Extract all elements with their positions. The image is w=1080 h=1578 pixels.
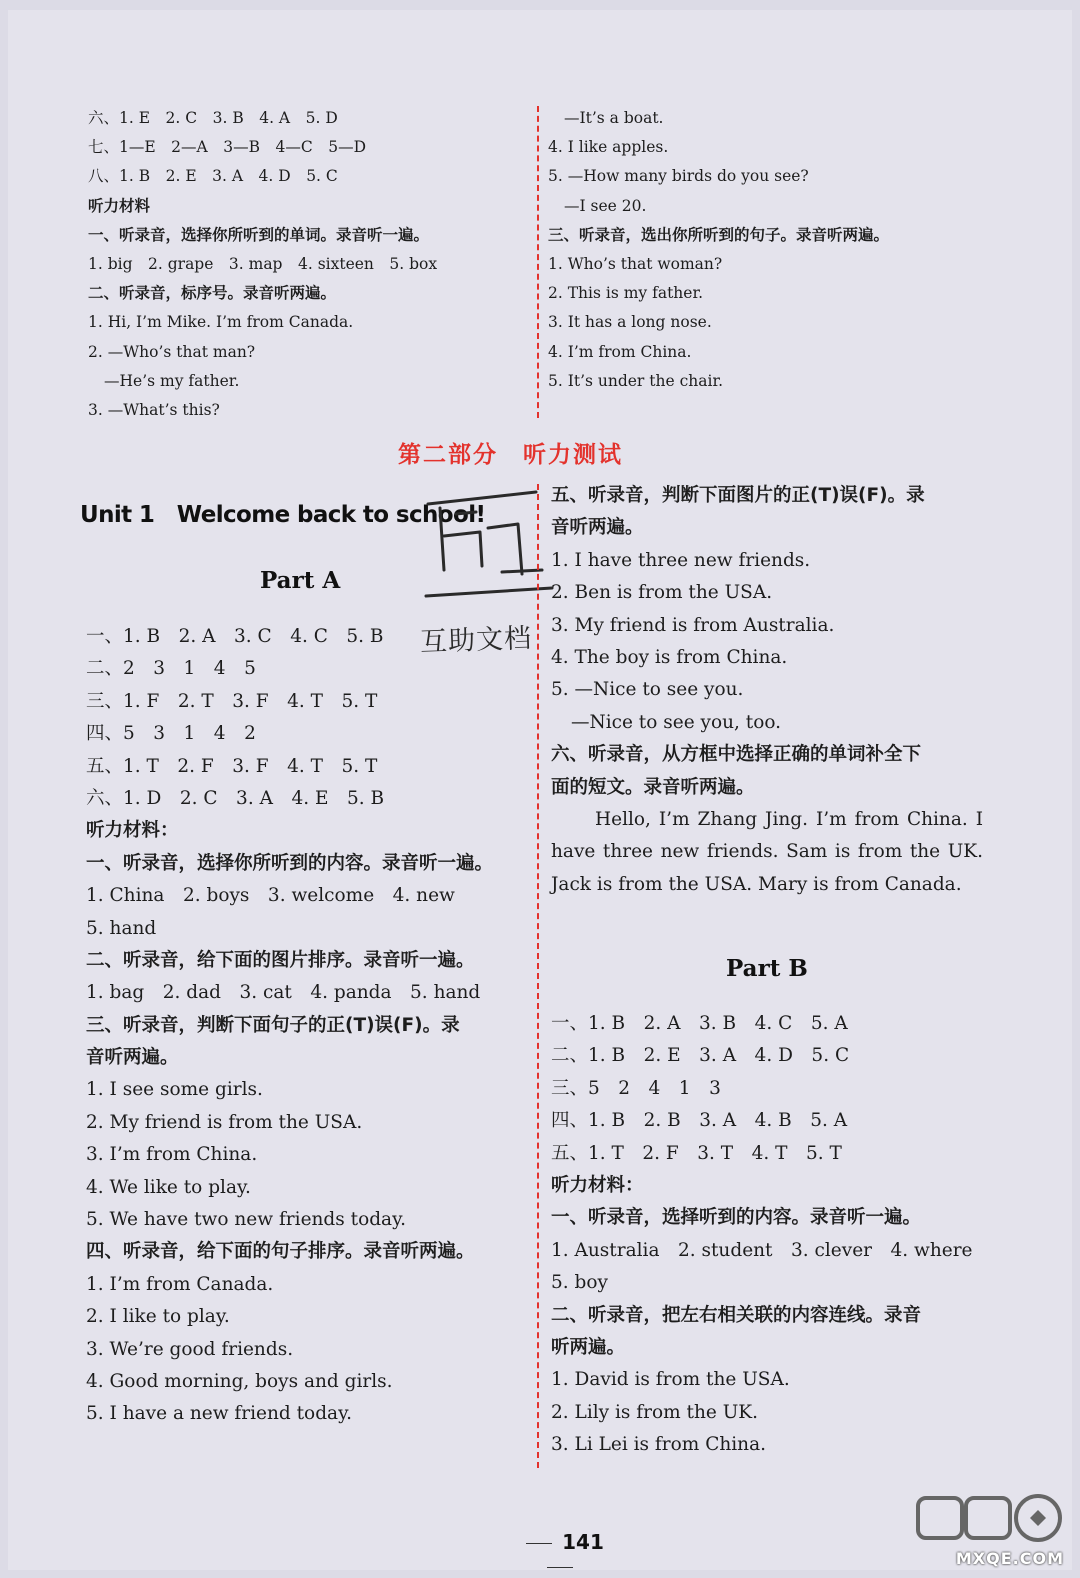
page-number (500, 1530, 620, 1578)
answer-line: —I see 20. (564, 196, 647, 215)
answer-line: 三、1. F 2. T 3. F 4. T 5. T (86, 690, 378, 712)
answer-line: 1. Who’s that woman? (548, 254, 723, 273)
watermark-text: 互助文档 (419, 623, 533, 658)
question-heading: 四、听录音，给下面的句子排序。录音听两遍。 (86, 1241, 475, 1263)
answer-line: 3. —What’s this? (88, 400, 220, 419)
answer-line: 4. Good morning, boys and girls. (86, 1370, 393, 1392)
answer-line: 四、1. B 2. B 3. A 4. B 5. A (551, 1110, 848, 1132)
answer-line: —He’s my father. (104, 371, 240, 390)
answer-line: 1. I’m from Canada. (86, 1273, 274, 1295)
right-column-part-a (551, 480, 983, 901)
corner-watermark-text: MXQE.COM (955, 1549, 1064, 1568)
question-heading: 二、听录音，给下面的图片排序。录音听一遍。 (86, 949, 475, 971)
column-divider-top (537, 106, 539, 418)
answer-line: 4. The boy is from China. (551, 646, 788, 668)
answer-line: 3. Li Lei is from China. (551, 1434, 766, 1456)
question-heading: 音听两遍。 (86, 1047, 179, 1069)
answer-line: 5. —How many birds do you see? (548, 167, 809, 186)
part-b-title: Part B (726, 955, 808, 982)
answer-line: 4. We like to play. (86, 1176, 251, 1198)
column-divider-bottom (537, 484, 539, 1468)
answer-line: 5. I have a new friend today. (86, 1403, 352, 1425)
question-heading: 二、听录音，把左右相关联的内容连线。录音 (551, 1304, 922, 1326)
answer-line: 六、1. E 2. C 3. B 4. A 5. D (88, 109, 338, 127)
answer-line: 1. China 2. boys 3. welcome 4. new (86, 885, 455, 907)
answer-line: 2. Ben is from the USA. (551, 582, 773, 604)
answer-line: 2. Lily is from the UK. (551, 1401, 758, 1423)
material-heading: 听力材料： (551, 1174, 644, 1196)
answer-line: 二、2 3 1 4 5 (86, 658, 256, 680)
answer-line: 2. —Who’s that man? (88, 342, 256, 361)
question-heading: 听两遍。 (551, 1336, 626, 1358)
unit-title: Unit 1 Welcome back to school! (80, 502, 486, 528)
part-a-title: Part A (260, 567, 341, 594)
answer-line: 七、1—E 2—A 3—B 4—C 5—D (88, 138, 366, 157)
left-column (86, 621, 526, 1431)
question-heading: 五、听录音，判断下面图片的正(T)误(F)。录 (551, 485, 925, 506)
top-right-column (548, 104, 1018, 396)
answer-line: 4. I like apples. (548, 138, 669, 157)
right-column-part-b (551, 1008, 983, 1461)
answer-line: 2. My friend is from the USA. (86, 1111, 363, 1133)
question-heading: 音听两遍。 (551, 517, 644, 539)
answer-line: 1. Australia 2. student 3. clever 4. where (551, 1239, 973, 1261)
corner-watermark-logo (898, 1488, 1068, 1568)
answer-line: 1. big 2. grape 3. map 4. sixteen 5. box (88, 254, 438, 273)
page-number-dash (547, 1567, 573, 1568)
material-heading: 听力材料： (86, 820, 179, 842)
answer-line: 1. I see some girls. (86, 1079, 263, 1101)
answer-line: 一、1. B 2. A 3. C 4. C 5. B (86, 626, 384, 647)
answer-line: 5. —Nice to see you. (551, 679, 744, 701)
answer-line: 1. I have three new friends. (551, 549, 811, 571)
answer-line: —It’s a boat. (564, 109, 664, 127)
page-number-text: 141 (562, 1530, 604, 1554)
answer-line: 4. I’m from China. (548, 342, 692, 361)
answer-line: 5. hand (86, 917, 157, 939)
answer-line: 3. We’re good friends. (86, 1338, 294, 1360)
answer-line: 3. I’m from China. (86, 1144, 258, 1166)
passage-paragraph: Hello, I’m Zhang Jing. I’m from China. I have three new friends. Sam is from the UK. Jack is from the USA. Mary is from Canada. (551, 808, 983, 895)
question-heading: 一、听录音，选择你所听到的单词。录音听一遍。 (88, 225, 430, 244)
question-heading: 六、听录音，从方框中选择正确的单词补全下 (551, 744, 922, 766)
answer-logo-icon (898, 1488, 1068, 1548)
answer-line: 5. We have two new friends today. (86, 1209, 406, 1231)
answer-line: 六、1. D 2. C 3. A 4. E 5. B (86, 787, 385, 809)
answer-line: —Nice to see you, too. (571, 711, 782, 733)
answer-line: 八、1. B 2. E 3. A 4. D 5. C (88, 167, 338, 186)
answer-line: 5. boy (551, 1272, 608, 1294)
answer-line: 五、1. T 2. F 3. F 4. T 5. T (86, 755, 378, 777)
section-title: 第二部分 听力测试 (398, 442, 623, 468)
question-heading: 三、听录音，判断下面句子的正(T)误(F)。录 (86, 1014, 460, 1036)
question-heading: 一、听录音，选择你所听到的内容。录音听一遍。 (86, 852, 494, 874)
answer-line: 一、1. B 2. A 3. B 4. C 5. A (551, 1013, 848, 1034)
answer-line: 3. My friend is from Australia. (551, 614, 835, 636)
answer-line: 1. bag 2. dad 3. cat 4. panda 5. hand (86, 982, 481, 1004)
answer-line: 2. I like to play. (86, 1306, 230, 1328)
answer-line: 3. It has a long nose. (548, 313, 712, 332)
question-heading: 一、听录音，选择听到的内容。录音听一遍。 (551, 1207, 922, 1229)
answer-line: 1. David is from the USA. (551, 1369, 790, 1391)
answer-line: 五、1. T 2. F 3. T 4. T 5. T (551, 1142, 842, 1164)
material-heading: 听力材料 (88, 196, 151, 215)
question-heading: 二、听录音，标序号。录音听两遍。 (88, 284, 337, 303)
answer-line: 5. It’s under the chair. (548, 371, 724, 390)
answer-line: 二、1. B 2. E 3. A 4. D 5. C (551, 1045, 850, 1067)
answer-line: 四、5 3 1 4 2 (86, 723, 256, 745)
page-number-dash (526, 1543, 552, 1544)
answer-line: 1. Hi, I’m Mike. I’m from Canada. (88, 313, 354, 332)
question-heading: 三、听录音，选出你所听到的句子。录音听两遍。 (548, 225, 890, 244)
question-heading: 面的短文。录音听两遍。 (551, 776, 755, 798)
answer-line: 三、5 2 4 1 3 (551, 1077, 721, 1099)
top-left-column (88, 104, 518, 425)
answer-line: 2. This is my father. (548, 284, 704, 303)
